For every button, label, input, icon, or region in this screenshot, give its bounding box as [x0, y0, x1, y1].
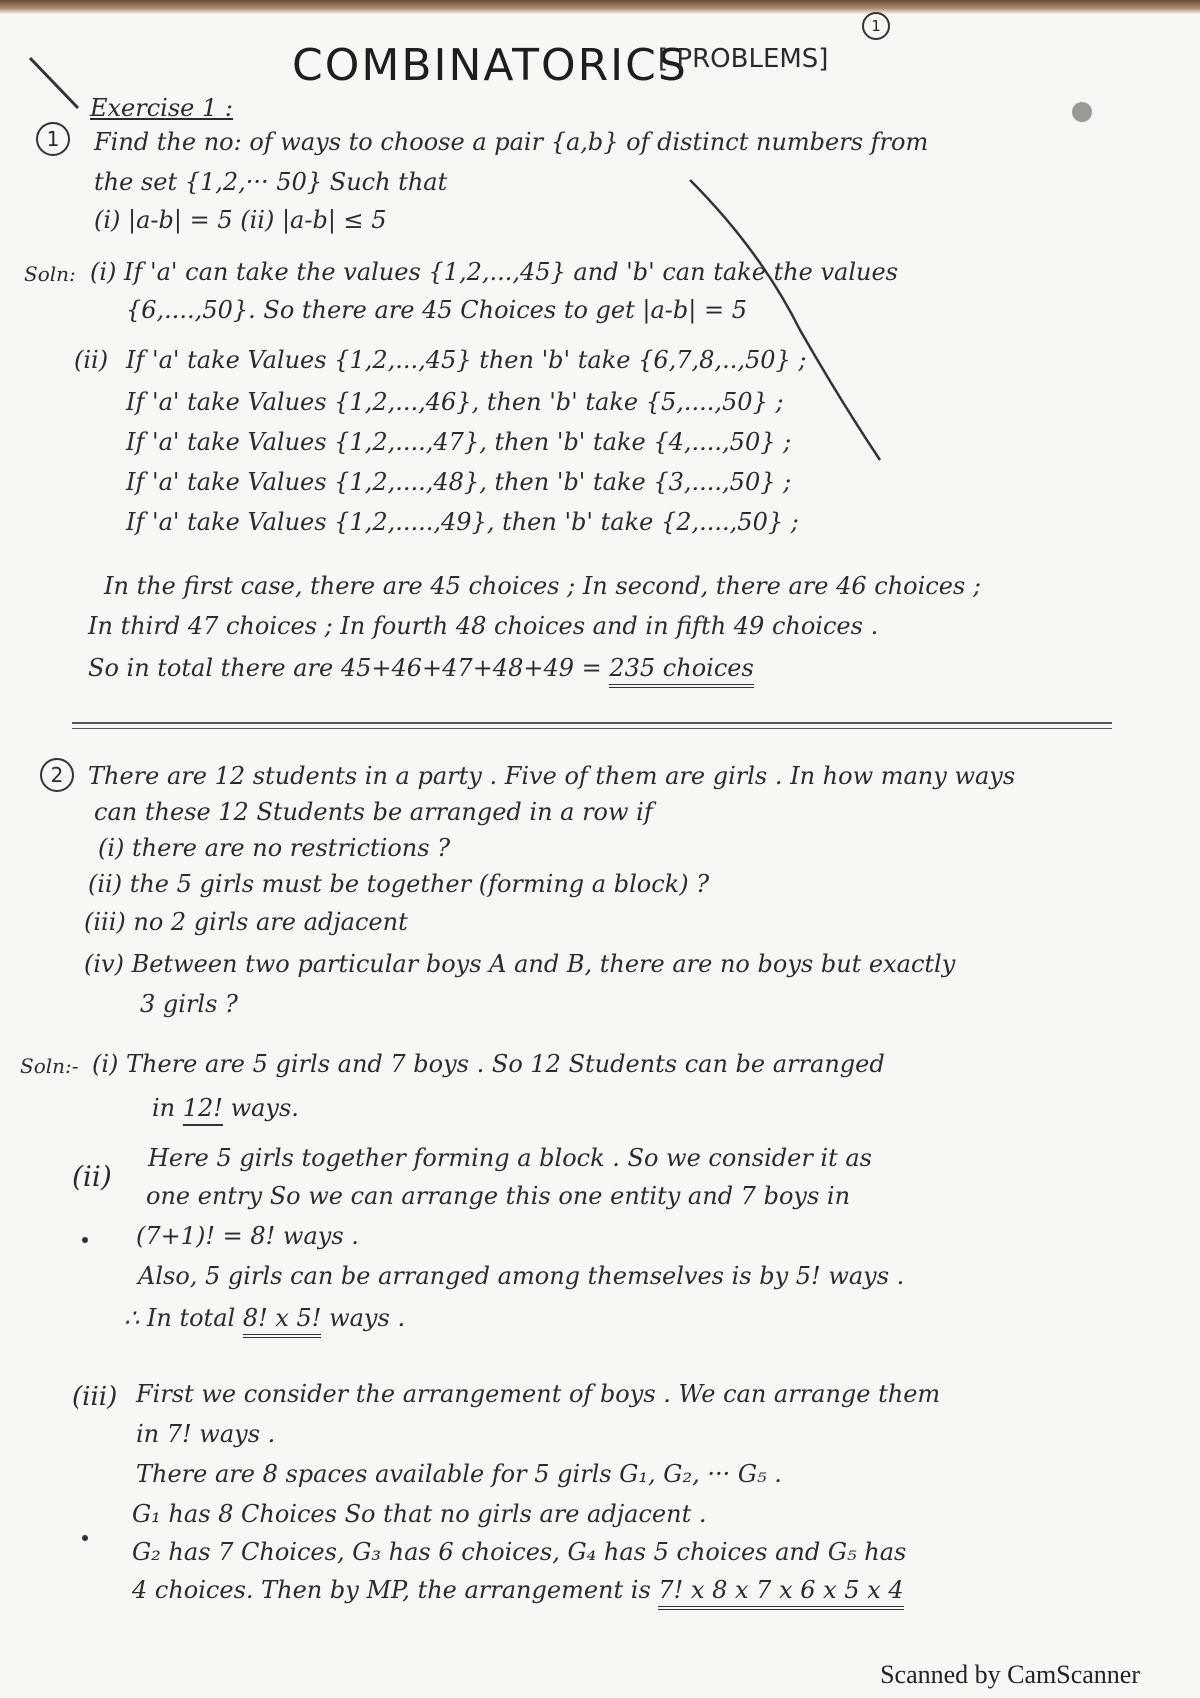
- solution-2-i-line-1: (i) There are 5 girls and 7 boys . So 12 Students can be arranged: [92, 1050, 885, 1078]
- solution-1-ii-line-1: If 'a' take Values {1,2,...,45} then 'b' take {6,7,8,..,50} ;: [126, 346, 807, 374]
- solution-2-ii-total: [124, 1304, 405, 1332]
- problem-1-number: 1: [36, 122, 70, 156]
- margin-dot-2: [82, 1535, 88, 1541]
- scan-smudge: [1072, 102, 1092, 122]
- solution-2-iii-line-2: in 7! ways .: [136, 1420, 276, 1448]
- problem-1-line-3: (i) |a-b| = 5 (ii) |a-b| ≤ 5: [94, 206, 387, 234]
- problem-2-part-i: (i) there are no restrictions ?: [98, 834, 451, 862]
- page-subtitle: [ PROBLEMS]: [658, 44, 829, 74]
- solution-1-ii-label: (ii): [74, 346, 109, 374]
- solution-2-i-result-value: 12!: [183, 1094, 223, 1126]
- solution-1-total: [88, 654, 754, 682]
- solution-1-summary-2: In third 47 choices ; In fourth 48 choices and in fifth 49 choices .: [88, 612, 879, 640]
- solution-2-ii-total-prefix: ∴ In total: [124, 1304, 243, 1332]
- problem-1-line-1: Find the no: of ways to choose a pair {a,b} of distinct numbers from: [94, 128, 929, 156]
- solution-1-total-answer: 235 choices: [609, 654, 753, 688]
- solution-2-ii-label: (ii): [72, 1160, 112, 1193]
- section-divider-second: [72, 728, 1112, 729]
- solution-1-ii-line-2: If 'a' take Values {1,2,...,46}, then 'b' take {5,....,50} ;: [126, 388, 784, 416]
- solution-1-i-line-2: {6,....,50}. So there are 45 Choices to get |a-b| = 5: [126, 296, 747, 324]
- solution-1-ii-line-3: If 'a' take Values {1,2,....,47}, then 'b' take {4,....,50} ;: [126, 428, 792, 456]
- page-number: 1: [862, 12, 890, 40]
- solution-2-i-result-suffix: ways.: [222, 1094, 299, 1122]
- solution-2-ii-line-3: (7+1)! = 8! ways .: [136, 1222, 359, 1250]
- solution-2-i-result-prefix: in: [152, 1094, 183, 1122]
- problem-2-number: 2: [40, 758, 74, 792]
- page-title: COMBINATORICS: [292, 40, 688, 91]
- solution-2-ii-line-2: one entry So we can arrange this one entity and 7 boys in: [146, 1182, 851, 1210]
- problem-2-part-ii: (ii) the 5 girls must be together (forming a block) ?: [88, 870, 710, 898]
- margin-slash-stroke: [30, 58, 78, 108]
- solution-1-i-line-1: (i) If 'a' can take the values {1,2,...,45} and 'b' can take the values: [90, 258, 898, 286]
- margin-dot: [82, 1237, 88, 1243]
- solution-2-ii-total-value: 8! x 5!: [243, 1304, 322, 1338]
- solution-2-iii-line-6-text: 4 choices. Then by MP, the arrangement is: [132, 1576, 659, 1604]
- solution-2-iii-answer: 7! x 8 x 7 x 6 x 5 x 4: [658, 1576, 903, 1610]
- problem-2-part-iv: (iv) Between two particular boys A and B, there are no boys but exactly: [84, 950, 956, 978]
- problem-2-line-1: There are 12 students in a party . Five of them are girls . In how many ways: [88, 762, 1016, 790]
- solution-2-iii-label: (iii): [72, 1382, 118, 1412]
- exercise-heading: Exercise 1 :: [90, 94, 233, 122]
- solution-2-iii-line-5: G₂ has 7 Choices, G₃ has 6 choices, G₄ has 5 choices and G₅ has: [132, 1538, 907, 1566]
- solution-2-iii-line-4: G₁ has 8 Choices So that no girls are adjacent .: [132, 1500, 707, 1528]
- solution-1-label: Soln:: [24, 262, 76, 286]
- problem-2-line-2: can these 12 Students be arranged in a row if: [94, 798, 653, 826]
- solution-2-label: Soln:-: [20, 1054, 79, 1078]
- scanner-watermark: Scanned by CamScanner: [880, 1660, 1140, 1689]
- problem-2-part-iii: (iii) no 2 girls are adjacent: [84, 908, 408, 936]
- solution-1-summary-1: In the first case, there are 45 choices ; In second, there are 46 choices ;: [104, 572, 981, 600]
- problem-2-part-iv-cont: 3 girls ?: [140, 990, 238, 1018]
- section-divider: [72, 722, 1112, 724]
- solution-2-ii-total-suffix: ways .: [321, 1304, 406, 1332]
- solution-2-ii-line-4: Also, 5 girls can be arranged among themselves is by 5! ways .: [138, 1262, 905, 1290]
- solution-2-ii-line-1: Here 5 girls together forming a block . So we consider it as: [148, 1144, 872, 1172]
- solution-1-ii-line-4: If 'a' take Values {1,2,....,48}, then 'b' take {3,....,50} ;: [126, 468, 792, 496]
- solution-2-iii-line-6: [132, 1576, 904, 1604]
- problem-1-line-2: the set {1,2,··· 50} Such that: [94, 168, 448, 196]
- solution-1-total-prefix: So in total there are 45+46+47+48+49 =: [88, 654, 610, 682]
- scan-top-edge: [0, 0, 1200, 14]
- solution-2-iii-line-1: First we consider the arrangement of boys . We can arrange them: [136, 1380, 941, 1408]
- solution-2-i-result: [152, 1094, 299, 1122]
- solution-2-iii-line-3: There are 8 spaces available for 5 girls G₁, G₂, ··· G₅ .: [136, 1460, 782, 1488]
- solution-1-ii-line-5: If 'a' take Values {1,2,.....,49}, then 'b' take {2,....,50} ;: [126, 508, 799, 536]
